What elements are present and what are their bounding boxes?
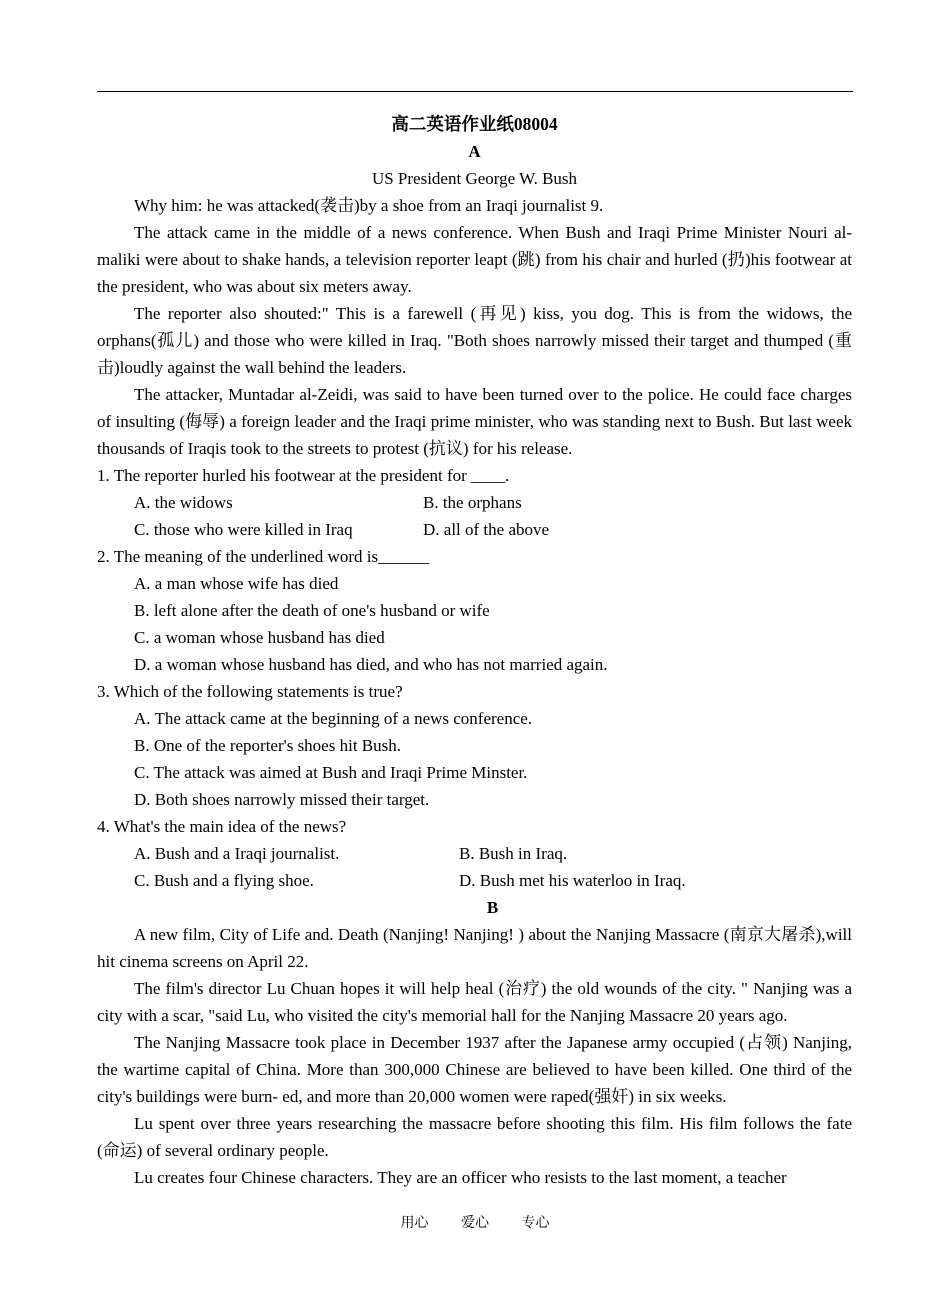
question-4-option-a: A. Bush and a Iraqi journalist. [134, 844, 340, 863]
footer-motto: 爱心 [461, 1215, 489, 1231]
section-a-subtitle: US President George W. Bush [371, 169, 578, 188]
question-2-option-b: B. left alone after the death of one's husband or wife [134, 601, 490, 620]
document-body [97, 111, 852, 1191]
section-a-paragraph: The attack came in the middle of a news conference. When Bush and Iraqi Prime Minister Nouri al-maliki were about to shake hands, a television reporter leapt (跳) from his chair and hurled (扔)his footwear at the president, who was about six meters away. [97, 223, 852, 296]
question-2-option-c: C. a woman whose husband has died [134, 628, 385, 647]
section-b-paragraph: The film's director Lu Chuan hopes it will help heal (治疗) the old wounds of the city. " Nanjing was a city with a scar, "said Lu, who visited the city's memorial hall for the Nanjing Massacre 20 years ago. [97, 979, 852, 1025]
question-3-option-a: A. The attack came at the beginning of a news conference. [134, 709, 533, 728]
page-footer [0, 1212, 950, 1232]
footer-motto: 用心 [400, 1215, 429, 1231]
question-3-stem: 3. Which of the following statements is true? [97, 682, 403, 701]
question-2-stem: 2. The meaning of the underlined word is______ [97, 547, 430, 566]
section-b-label: B [486, 898, 499, 917]
section-a-paragraph: The attacker, Muntadar al-Zeidi, was said to have been turned over to the police. He could face charges of insulting (侮辱) a foreign leader and the Iraqi prime minister, who was standing next to Bush. But last week thousands of Iraqis took to the streets to protest (抗议) for his release. [97, 385, 852, 458]
section-a-paragraph: Why him: he was attacked(袭击)by a shoe from an Iraqi journalist 9. [134, 196, 604, 215]
question-3-option-c: C. The attack was aimed at Bush and Iraqi Prime Minster. [134, 763, 528, 782]
page-title: 高二英语作业纸08004 [391, 114, 558, 134]
question-1-option-c: C. those who were killed in Iraq [134, 520, 353, 539]
section-a-label: A [468, 142, 481, 161]
section-b-paragraph: A new film, City of Life and. Death (Nanjing! Nanjing! ) about the Nanjing Massacre (南京大屠杀),will hit cinema screens on April 22. [97, 925, 852, 971]
question-4-option-b: B. Bush in Iraq. [459, 844, 568, 863]
question-1-options-row [97, 489, 852, 516]
section-b-paragraph: Lu creates four Chinese characters. They are an officer who resists to the last moment, a teacher [134, 1168, 787, 1187]
footer-motto: 专心 [521, 1215, 550, 1231]
question-1-options-row [97, 516, 852, 543]
section-b-paragraph: The Nanjing Massacre took place in December 1937 after the Japanese army occupied (占领) Nanjing, the wartime capital of China. More than 300,000 Chinese are believed to have been killed. One third of the city's buildings were burn- ed, and more than 20,000 women were raped(强奸) in six weeks. [97, 1033, 852, 1106]
question-3-option-b: B. One of the reporter's shoes hit Bush. [134, 736, 401, 755]
question-4-option-c: C. Bush and a flying shoe. [134, 871, 314, 890]
question-4-options-row [97, 840, 852, 867]
question-4-option-d: D. Bush met his waterloo in Iraq. [459, 871, 686, 890]
question-2-option-d: D. a woman whose husband has died, and who has not married again. [134, 655, 608, 674]
question-1-option-a: A. the widows [134, 493, 233, 512]
question-1-stem: 1. The reporter hurled his footwear at the president for ____. [97, 466, 510, 485]
question-4-stem: 4. What's the main idea of the news? [97, 817, 347, 836]
question-2-option-a: A. a man whose wife has died [134, 574, 339, 593]
question-4-options-row [97, 867, 852, 894]
question-1-option-d: D. all of the above [423, 520, 550, 539]
question-1-option-b: B. the orphans [423, 493, 522, 512]
section-b-paragraph: Lu spent over three years researching the massacre before shooting this film. His film follows the fate (命运) of several ordinary people. [97, 1114, 852, 1160]
question-3-option-d: D. Both shoes narrowly missed their target. [134, 790, 430, 809]
section-a-paragraph: The reporter also shouted:" This is a farewell (再见) kiss, you dog. This is from the widows, the orphans(孤儿) and those who were killed in Iraq. "Both shoes narrowly missed their target and thumped (重击)loudly against the wall behind the leaders. [97, 304, 852, 377]
header-rule [97, 91, 853, 92]
